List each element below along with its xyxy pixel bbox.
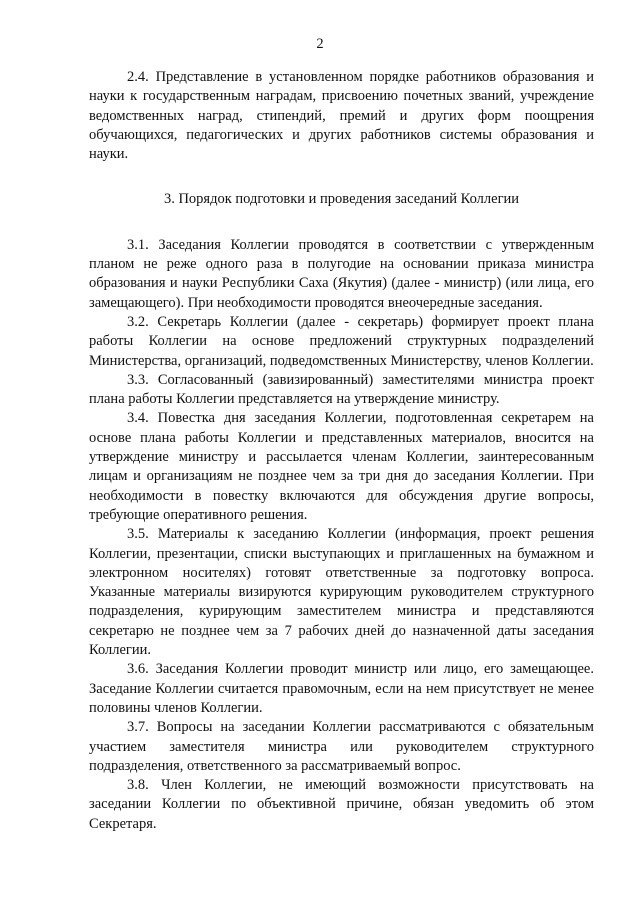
- paragraph-3-1: 3.1. Заседания Коллегии проводятся в соответствии с утвержденным планом не реже одного раза в полугодие на основании приказа министра образования и науки Республики Саха (Якутия) (далее - министр) (или лица, его замещающего). При необходимости проводятся внеочередные заседания.: [89, 236, 594, 311]
- page-number: 2: [316, 36, 324, 52]
- paragraph-3-3: 3.3. Согласованный (завизированный) заместителями министра проект плана работы Коллегии представляется на утверждение министру.: [89, 371, 594, 408]
- section-heading: 3. Порядок подготовки и проведения заседаний Коллегии: [163, 191, 520, 208]
- paragraph-3-6: 3.6. Заседания Коллегии проводит министр или лицо, его замещающее. Заседание Коллегии считается правомочным, если на нем присутствует не менее половины членов Коллегии.: [89, 661, 594, 716]
- paragraph-2-4: 2.4. Представление в установленном порядке работников образования и науки к государственным наградам, присвоению почетных званий, учреждение ведомственных наград, стипендий, премий и других форм поощрения обучающихся, педагогических и других работников системы образования и науки.: [89, 69, 594, 163]
- document-body: [89, 68, 594, 834]
- paragraph-3-2: 3.2. Секретарь Коллегии (далее - секретарь) формирует проект плана работы Коллегии на основе предложений структурных подразделений Министерства, организаций, подведомственных Министерству, членов Коллегии.: [89, 313, 594, 369]
- paragraph-3-5: 3.5. Материалы к заседанию Коллегии (информация, проект решения Коллегии, презентации, списки выступающих и приглашенных на бумажном и электронном носителях) готовят ответственные за подготовку вопроса. Указанные материалы визируются курирующим руководителем структурного подразделения, курирующим заместителем министра и представляются секретарю не позднее чем за 7 рабочих дней до назначенной даты заседания Коллегии.: [89, 526, 594, 659]
- paragraph-3-8: 3.8. Член Коллегии, не имеющий возможности присутствовать на заседании Коллегии по объективной причине, обязан уведомить об этом Секретаря.: [89, 777, 594, 832]
- paragraph-3-4: 3.4. Повестка дня заседания Коллегии, подготовленная секретарем на основе плана работы Коллегии и представленных материалов, вносится на утверждение министру и рассылается членам Коллегии, заинтересованным лицам и организациям не позднее чем за три дня до заседания Коллегии. При необходимости в повестку включаются для обсуждения другие вопросы, требующие оперативного решения.: [89, 410, 594, 523]
- paragraph-3-7: 3.7. Вопросы на заседании Коллегии рассматриваются с обязательным участием заместителя министра или руководителем структурного подразделения, ответственного за рассматриваемый вопрос.: [89, 719, 594, 774]
